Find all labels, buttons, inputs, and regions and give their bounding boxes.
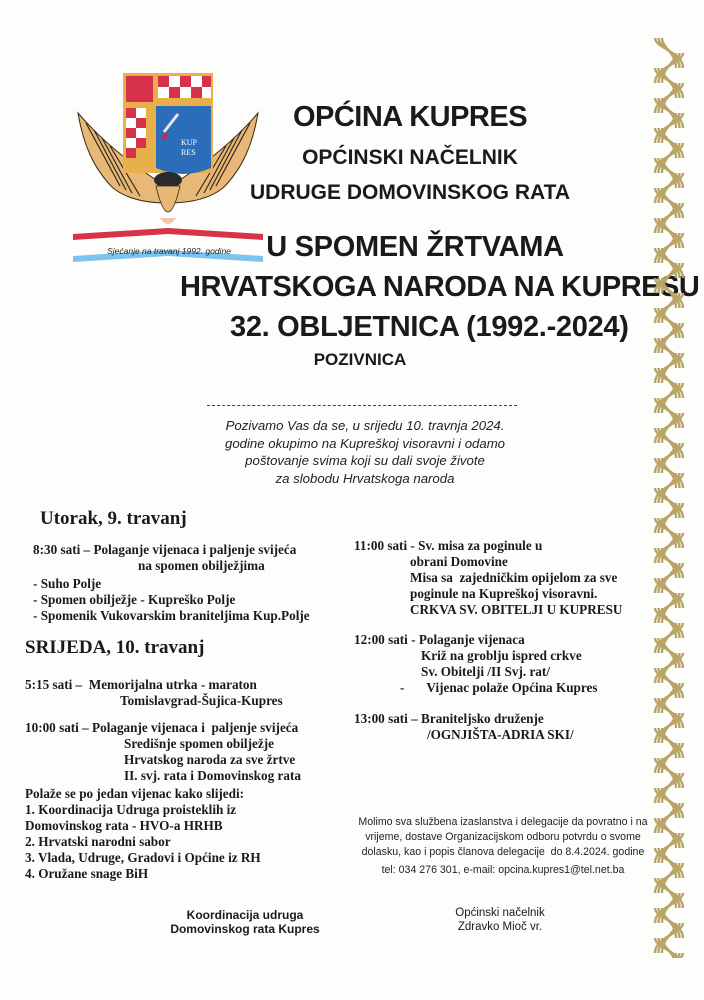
eagle-shield-emblem: [68, 68, 268, 268]
event-desc: Misa sa zajedničkim opijelom za sve: [410, 570, 618, 585]
shield-text-kup: KUP: [181, 138, 198, 147]
intro-line: Pozivamo Vas da se, u srijedu 10. travnja 2024.: [225, 418, 505, 433]
event-desc: II. svj. rata i Domovinskog rata: [124, 768, 301, 783]
event-desc: Vijenac polaže Općina Kupres: [426, 680, 598, 695]
wreath-item: 4. Oružane snage BiH: [25, 866, 149, 881]
signature-left: [140, 908, 350, 936]
braid-pattern: [649, 38, 689, 958]
event-time: 12:00 sati -: [354, 632, 419, 647]
event-1100: [354, 538, 622, 618]
shield-text-res: RES: [181, 148, 196, 157]
note-line: dolasku, kao i popis članova delegacije do 8.4.2024. godine: [361, 846, 645, 858]
event-desc: Križ na groblju ispred crkve: [421, 648, 582, 663]
intro-line: godine okupimo na Kupreškoj visoravni i odamo: [224, 435, 506, 451]
church-name: CRKVA SV. OBITELJI U KUPRESU: [410, 602, 623, 617]
wreath-item: Domovinskog rata - HVO-a HRHB: [25, 818, 223, 833]
braided-rope-border-icon: [649, 38, 689, 958]
location-list: [33, 576, 310, 624]
invitation-intro: [195, 417, 535, 487]
event-0515: [25, 677, 283, 709]
municipality-title: OPĆINA KUPRES: [292, 101, 528, 133]
day-heading-wednesday: SRIJEDA, 10. travanj: [25, 637, 205, 658]
wreath-item: 3. Vlada, Udruge, Gradovi i Općine iz RH: [25, 850, 261, 865]
memorial-headline-2: HRVATSKOGA NARODA NA KUPRESU: [180, 271, 700, 303]
event-desc: obrani Domovine: [410, 554, 508, 569]
day-heading-tuesday: Utorak, 9. travanj: [40, 508, 187, 529]
bullet-dash: -: [400, 680, 405, 695]
shield: [123, 73, 213, 174]
wreath-order-list: [25, 786, 261, 882]
event-desc: Braniteljsko druženje: [421, 711, 544, 726]
event-desc: Sv. misa za poginule u: [418, 538, 543, 553]
note-line: vrijeme, dostave Organizacijskom odboru potvrdu o svome: [365, 831, 641, 843]
location-item: - Suho Polje: [33, 576, 102, 591]
event-desc: Središnje spomen obilježje: [124, 736, 274, 751]
event-time: 5:15 sati –: [25, 677, 89, 692]
event-time: 11:00 sati -: [354, 538, 419, 553]
contact-info: tel: 034 276 301, e-mail: opcina.kupres1@tel.net.ba: [381, 864, 625, 876]
event-1300: [354, 711, 574, 743]
signature-right: [430, 906, 570, 934]
event-desc: Polaganje vijenaca i paljenje svijeća: [92, 720, 299, 735]
wreath-item: 1. Koordinacija Udruga proisteklih iz: [25, 802, 237, 817]
note-line: Molimo sva službena izaslanstva i delegacije da povratno i na: [358, 816, 648, 828]
event-desc: Hrvatskog naroda za sve žrtve: [124, 752, 296, 767]
municipality-coat-of-arms-logo: [68, 68, 268, 268]
anniversary-headline: 32. OBLJETNICA (1992.-2024): [230, 311, 629, 343]
location-item: - Spomenik Vukovarskim braniteljima Kup.Polje: [33, 608, 310, 623]
event-desc: /OGNJIŠTA-ADRIA SKI/: [427, 727, 574, 742]
event-desc: Sv. Obitelji /II Svj. rat/: [421, 664, 550, 679]
signature-line: Koordinacija udruga: [186, 908, 304, 922]
event-1000: [25, 720, 301, 784]
invitation-label: POZIVNICA: [313, 350, 407, 369]
ribbon-text: Sjećanje na travanj 1992. godine: [107, 246, 231, 256]
event-desc: Polaganje vijenaca i paljenje svijeća: [93, 542, 297, 557]
event-1200: [354, 632, 597, 696]
dashed-divider: [207, 405, 517, 406]
event-desc: na spomen obilježjima: [138, 558, 265, 573]
event-desc: Tomislavgrad-Šujica-Kupres: [120, 693, 283, 708]
wreath-intro: Polaže se po jedan vijenac kako slijedi:: [25, 786, 245, 801]
signature-line: Općinski načelnik: [455, 907, 545, 919]
event-time: 10:00 sati –: [25, 720, 93, 735]
event-desc: Memorijalna utrka - maraton: [88, 677, 257, 692]
wreath-item: 2. Hrvatski narodni sabor: [25, 834, 171, 849]
event-bullet: [354, 680, 597, 696]
event-desc: poginule na Kupreškoj visoravni.: [410, 586, 598, 601]
event-time: 8:30 sati –: [33, 542, 94, 557]
associations-subtitle: UDRUGE DOMOVINSKOG RATA: [250, 181, 571, 204]
event-desc: Polaganje vijenaca: [418, 632, 525, 647]
memorial-headline-1: U SPOMEN ŽRTVAMA: [266, 231, 564, 263]
intro-line: poštovanje svima koji su dali svoje živote: [245, 453, 485, 468]
signature-line: Zdravko Mioč vr.: [457, 921, 543, 933]
event-0830: [33, 542, 296, 574]
location-item: - Spomen obilježje - Kupreško Polje: [33, 592, 236, 607]
signature-line: Domovinskog rata Kupres: [170, 922, 320, 936]
mayor-subtitle: OPĆINSKI NAČELNIK: [302, 146, 518, 169]
rsvp-note: [357, 815, 649, 878]
event-time: 13:00 sati –: [354, 711, 422, 726]
intro-line: za slobodu Hrvatskoga naroda: [275, 470, 455, 486]
ribbon-banner: [73, 228, 263, 262]
